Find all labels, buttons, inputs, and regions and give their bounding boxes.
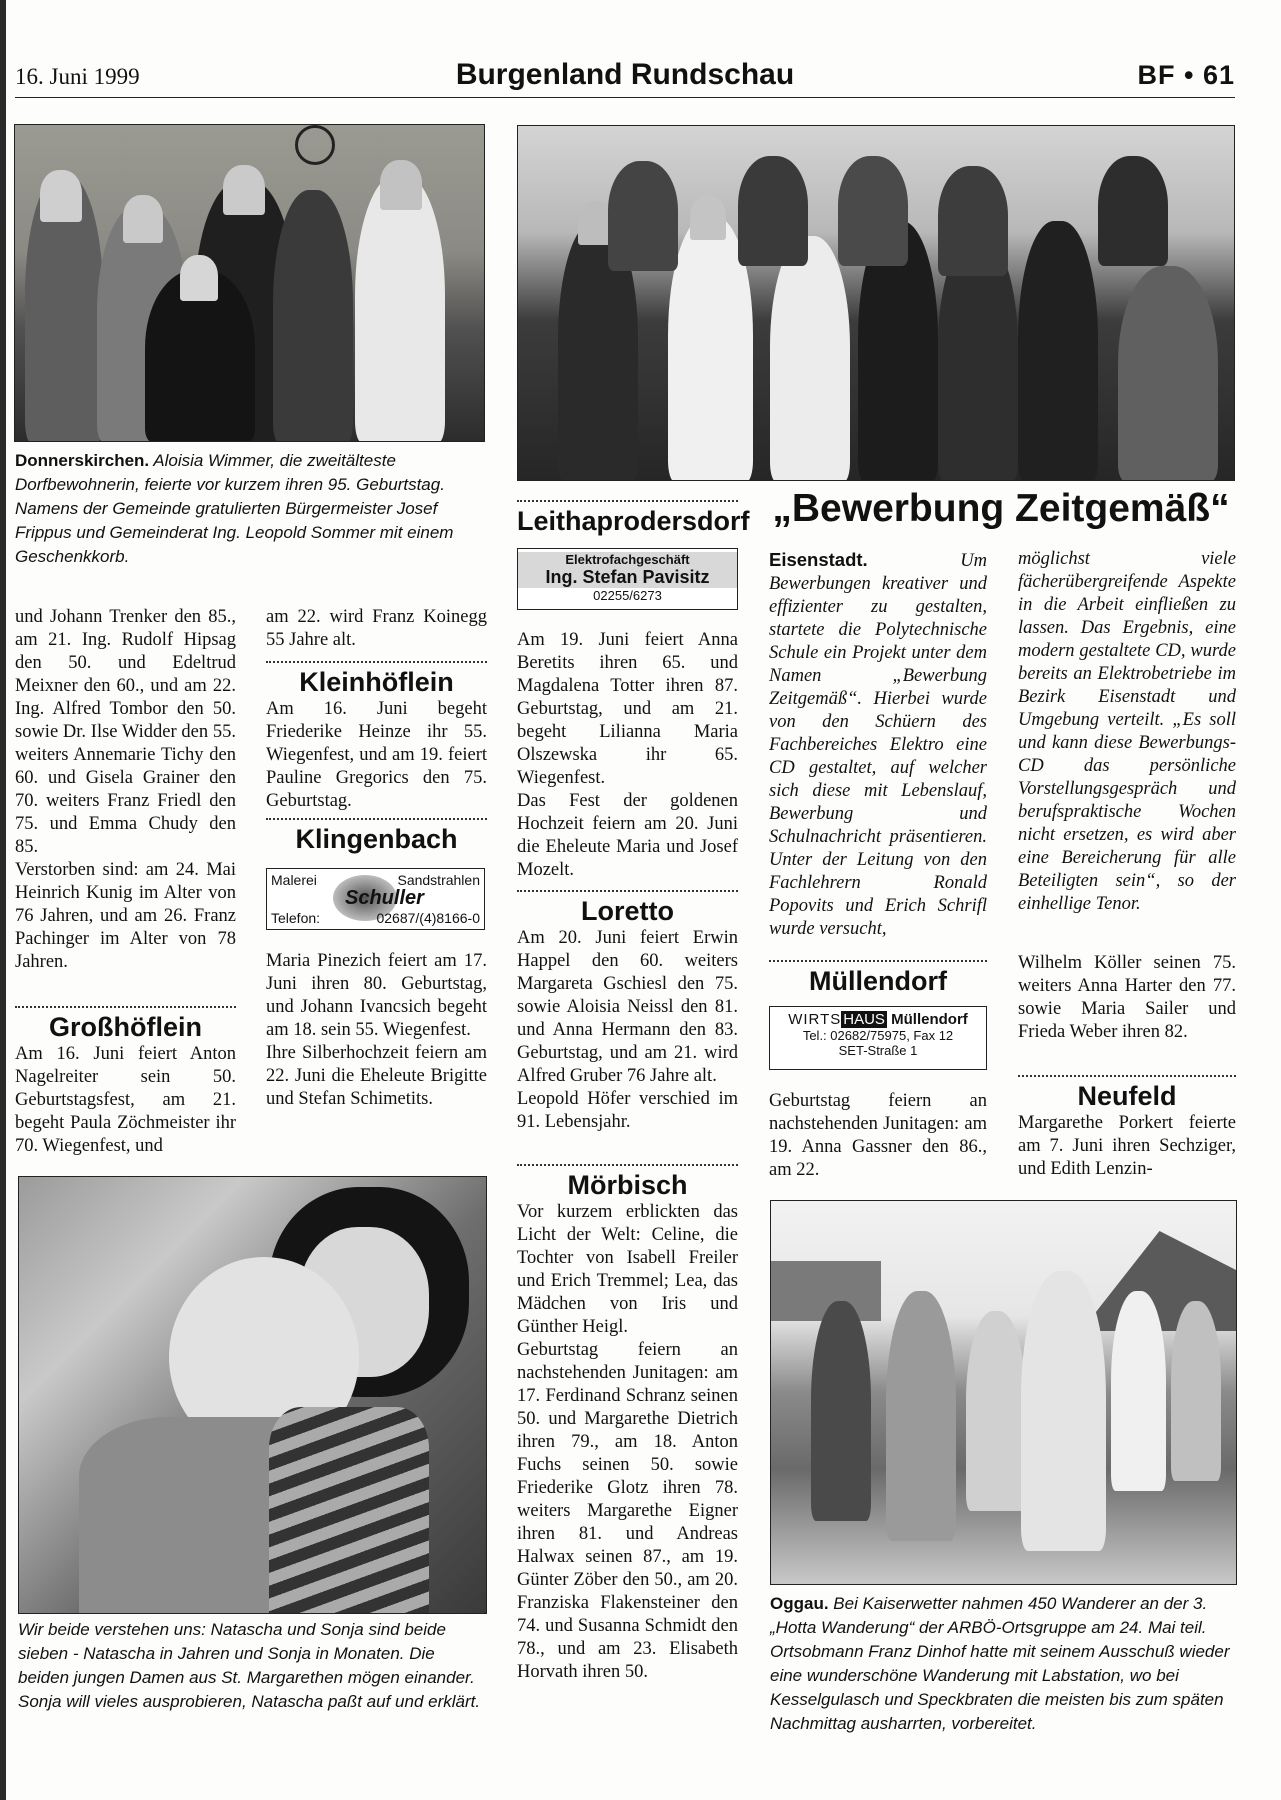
loretto-text1: Am 20. Juni feiert Erwin Happel den 60. weiters Margareta Gschiesl den 75. sowie Aloisia Neissl den 81. und Anna Hermann den 83. Geburtstag, und am 21. wird Alfred Gruber 76 Jahre alt. [517,928,738,1086]
ad-sandstrahlen: Sandstrahlen [397,872,480,888]
section-leithaprodersdorf: Leithaprodersdorf [517,500,738,537]
section-loretto: Loretto [517,890,738,927]
caption-text: Aloisia Wimmer, die zweitälteste Dorfbewohnerin, feierte vor kurzem ihren 95. Geburtstag. Namens der Gemeinde gratulierten Bürgermeister Josef Frippus und Gemeinderat Ing. Leopold Sommer mit einem Geschenkkorb. [15,451,454,566]
photo-oggau-wanderung [770,1200,1237,1585]
photo-natascha-sonja [18,1176,487,1614]
ad-pavisitz-line2: Ing. Stefan Pavisitz [518,567,737,588]
photo-donnerskirchen-family [14,124,485,442]
section-muellendorf: Müllendorf [769,960,987,997]
bewerbung-col2: möglichst viele fächerübergreifende Aspekte in die Arbeit einfließen zu lassen. Das Ergebnis, eine modern gestaltete CD, wurde bereits an Elektrobetriebe im Bezirk Eisenstadt und Umgebung verteilt. „Es soll und kann diese Bewerbungs-CD das persönliche Vorstellungsgespräch und berufspraktische Wochen nicht ersetzen, es wird aber eine Bereicherung für alle Beteiligten sein“, so der einhellige Tenor. [1018,549,1236,914]
kleinhoeflein-text: Am 16. Juni begeht Friederike Heinze ihr 55. Wiegenfest, und am 19. feiert Pauline Gregorics den 75. Geburtstag. [266,699,487,811]
ad-pavisitz-line3: 02255/6273 [593,588,662,603]
ad-malerei: Malerei [271,872,317,888]
loretto-text [517,927,738,1134]
page-edge [0,0,6,1800]
leithaprodersdorf-text1: Am 19. Juni feiert Anna Beretits ihren 65. und Magdalena Totter ihren 87. Geburtstag, und am 21. begeht Lilianna Maria Olszewska ihr 65. Wiegenfest. [517,630,738,788]
page-header [15,58,1235,98]
bewerbung-col1 [769,548,987,941]
ad-haus: HAUS [843,1011,885,1028]
neufeld-text: Margarethe Porkert feierte am 7. Juni ihren Sechziger, und Edith Lenzin- [1018,1113,1236,1179]
loretto-text2: Leopold Höfer verschied im 91. Lebensjahr. [517,1089,738,1132]
grosshoeflein-text: Am 16. Juni feiert Anton Nagelreiter sein 50. Geburtstagsfest, am 21. begeht Paula Zöchmeister ihr 70. Wiegenfest, und [15,1044,236,1156]
col6-mid-text: Wilhelm Köller seinen 75. weiters Anna Harter den 77. sowie Maria Sailer und Frieda Weber ihren 82. [1018,953,1236,1042]
klingenbach-text [266,950,487,1111]
moerbisch-text2: Geburtstag feiern an nachstehenden Junitagen: am 17. Ferdinand Schranz seinen 50. und Margarethe Dietrich ihren 79., am 18. Anton Fuchs seinen 50. sowie Friederike Glotz ihren 78. weiters Margarethe Eigner ihren 81. und Andreas Halwax seinen 87., am 19. Günter Zöber den 50., am 20. Franziska Flakensteiner den 74. und Susanna Schmidt den 78., und am 23. Elisabeth Horvath ihren 50. [517,1340,738,1682]
ad-schuller [266,868,485,930]
newspaper-title: Burgenland Rundschau [455,58,795,91]
caption-oggau-place: Oggau. [770,1594,829,1613]
moerbisch-text1: Vor kurzem erblickten das Licht der Welt: Celine, die Tochter von Isabell Freiler und Erich Tremmel; Lea, das Mädchen von Iris und Günther Heigl. [517,1202,738,1337]
klingenbach-text1: Maria Pinezich feiert am 17. Juni ihren 80. Geburtstag, und Johann Ivancsich begeht am 18. sein 55. Wiegenfest. [266,951,487,1040]
ad-pavisitz-line1: Elektrofachgeschäft [518,552,737,567]
bewerbung-place: Eisenstadt. [769,549,868,570]
section-neufeld: Neufeld [1018,1075,1236,1112]
ad-wirts: WIRTS [788,1011,842,1028]
muellendorf-text: Geburtstag feiern an nachstehenden Junitagen: am 19. Anna Gassner den 86., am 22. [769,1091,987,1180]
photo-students-cd [517,125,1235,481]
col1-text: und Johann Trenker den 85., am 21. Ing. Rudolf Hipsag den 50. und Edeltrud Meixner den 60., und am 22. Ing. Alfred Tombor den 50. sowie Dr. Ilse Widder den 55. weiters Annemarie Tichy den 60. und Gisela Grainer den 70. weiters Franz Friedl den 75. und Emma Chudy den 85. [15,607,236,857]
page-number: BF • 61 [1137,60,1235,90]
section-klingenbach: Klingenbach [266,818,487,855]
headline-bewerbung: „Bewerbung Zeitgemäß“ [772,487,1230,530]
ad-phone: 02687/(4)8166-0 [376,910,480,926]
caption-oggau [770,1592,1237,1736]
leithaprodersdorf-text2: Das Fest der goldenen Hochzeit feiern am 20. Juni die Eheleute Maria und Josef Mozelt. [517,791,738,880]
issue-date: 16. Juni 1999 [15,64,140,89]
moerbisch-text [517,1201,738,1684]
col1-deaths: Verstorben sind: am 24. Mai Heinrich Kunig im Alter von 76 Jahren, und am 26. Franz Pachinger im Alter von 78 Jahren. [15,860,236,972]
caption-donnerskirchen [15,449,485,569]
ad-pavisitz [517,548,738,610]
ad-wirtshaus [769,1006,987,1070]
ad-muellendorf: Müllendorf [891,1011,968,1028]
col2-top-text: am 22. wird Franz Koinegg 55 Jahre alt. [266,607,487,650]
klingenbach-text2: Ihre Silberhochzeit feiern am 22. Juni die Eheleute Brigitte und Stefan Schimetits. [266,1043,487,1109]
col1-birthdays [15,606,236,974]
ad-wirtshaus-tel: Tel.: 02682/75975, Fax 12 [802,1028,954,1043]
ad-schuller-name: Schuller [345,887,424,909]
ad-wirtshaus-address: SET-Straße 1 [838,1043,918,1058]
caption-oggau-text: Bei Kaiserwetter nahmen 450 Wanderer an der 3. „Hotta Wanderung“ der ARBÖ-Ortsgruppe am 24. Mai teil. Ortsobmann Franz Dinhof hatte mit seinem Ausschuß wieder eine wunderschöne Wanderung mit Labstation, wo bei Kesselgulasch und Speckbraten die meisten bis zum späten Nachmittag ausharrten, vorbereitet. [770,1594,1230,1733]
leithaprodersdorf-text [517,629,738,882]
section-moerbisch: Mörbisch [517,1164,738,1201]
caption-place: Donnerskirchen. [15,451,150,470]
caption-natascha-sonja: Wir beide verstehen uns: Natascha und Sonja sind beide sieben - Natascha in Jahren und Sonja in Monaten. Die beiden jungen Damen aus St. Margarethen mögen einander. Sonja will vieles ausprobieren, Natascha paßt auf und erklärt. [18,1620,481,1711]
bewerbung-text1: Um Bewerbungen kreativer und effizienter zu gestalten, startete die Polytechnische Schule ein Projekt unter dem Namen „Bewerbung Zeitgemäß“. Hierbei wurde von den Schüern des Fachbereiches Elektro eine CD gestaltet, auf welcher sich diese mit Lebenslauf, Bewerbung und Schulnachricht präsentieren. Unter der Leitung von den Fachlehrern Ronald Popovits und Erich Schrifl wurde versucht, [769,551,987,939]
section-grosshoeflein: Großhöflein [15,1006,236,1043]
section-kleinhoeflein: Kleinhöflein [266,661,487,698]
ad-phone-label: Telefon: [271,910,321,926]
